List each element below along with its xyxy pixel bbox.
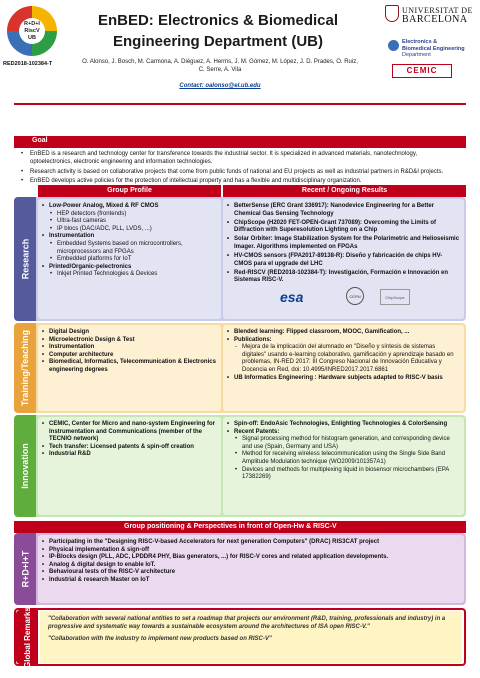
column-header-group-profile: Group Profile (38, 185, 221, 197)
research-side-label (14, 197, 36, 321)
list-item: • Blended learning: Flipped classroom, MOOC, Gamification, ... (227, 329, 460, 337)
list-item: • Participating in the "Designing RISC-V-based Accelerators for next generation Computers" (DRAC) RIS3CAT project (42, 539, 460, 547)
authors: O. Alonso, J. Bosch, M. Carmona, A. Diéguez, A. Herms, J. M. Gómez, M. López, J. D. Prades, O. Ruiz, C. Serre, A. Vila (82, 59, 358, 73)
list-item: • Tech transfer: Licensed patents & spin-off creation (42, 444, 217, 452)
logo-text-rdi: R+D+I (24, 21, 40, 27)
positioning-heading: Group positioning & Perspectives in front of Open-Hw & RISC-V (14, 521, 466, 533)
training-profile-column (38, 325, 221, 411)
list-item: • HEP detectors (frontends) (42, 211, 217, 219)
list-item: • Method for receiving wireless telecommunication using the Single Side Band Amplitude Modulation technique (WO2009/101357A1) (227, 451, 460, 466)
list-item: • Signal processing method for histogram generation, and corresponding device and use (Spain, Germany and USA) (227, 436, 460, 451)
innovation-side-label (14, 415, 36, 517)
list-item: • Instrumentation (42, 344, 217, 352)
department-logo-icon (388, 40, 399, 51)
logo-text-riscv: RiscV (24, 28, 40, 34)
innovation-results-column (223, 417, 464, 515)
innovation-label-text: Innovation (20, 443, 30, 489)
global-remarks-side-label (16, 606, 38, 668)
ub-name-line1: UNIVERSITAT DE (402, 6, 473, 15)
goal-item: • EnBED develops active policies for the protection of intellectual property and has a flexible and multidisciplinary organization. (20, 177, 460, 185)
riscv-network-logo (7, 6, 57, 56)
list-item: • UB Informatics Engineering : Hardware subjects adapted to RISC-V basis (227, 375, 460, 383)
remark-quote: "Collaboration with the industry to implement new products based on RISC-V" (48, 636, 272, 643)
list-item: • Computer architecture (42, 352, 217, 360)
rdi-side-label (14, 533, 36, 605)
positioning-column (38, 535, 464, 603)
list-item: • Recent Patents: (227, 429, 460, 437)
list-item: • Red-RISCV (RED2018-102384-T): Investigación, Formación e Innovación en Sistemas RISC-V. (227, 270, 460, 285)
list-item: • Low-Power Analog, Mixed & RF CMOS (42, 203, 217, 211)
list-item: • Industrial R&D (42, 451, 217, 459)
goal-heading: Goal (14, 136, 466, 148)
list-item: • Industrial & research Master on IoT (42, 577, 460, 585)
list-item: • Biomedical, Informatics, Telecommunication & Electronics engineering degrees (42, 359, 217, 374)
logo-center-text (19, 18, 45, 44)
cemic-logo: CEMIC (392, 64, 452, 78)
rdi-label-text: R+D+I+T (20, 550, 31, 588)
training-label-text: Training/Teaching (20, 329, 30, 407)
chipscope-logo: ChipScope (380, 289, 410, 305)
list-item: • Embedded platforms for IoT (42, 256, 217, 264)
dept-line3: Department (402, 52, 431, 58)
logo-text-ub: UB (28, 35, 36, 41)
header-divider (14, 103, 466, 105)
training-side-label (14, 323, 36, 413)
training-results-column (223, 325, 464, 411)
list-item: • Analog & digital design to enable IoT. (42, 562, 460, 570)
global-remarks-content (40, 611, 462, 663)
list-item: • Embedded Systems based on microcontrollers, microprocessors and FPGAs (42, 241, 217, 256)
goal-item: • Research activity is based on collaborative projects that come from public funds of national and EU projects as well as industrial partners in R&D&I projects. (20, 168, 460, 176)
ub-logo-text (402, 6, 473, 24)
innovation-profile-column (38, 417, 221, 515)
project-code: RED2018-102384-T (3, 61, 53, 67)
research-label-text: Research (20, 238, 30, 280)
list-item: • IP-Blocks design (PLL, ADC, LPDDR4 PHY, Bias generators, ...) for RISC-V cores and related application developments. (42, 554, 460, 562)
list-item: - Mejora de la implicación del alumnado en "Diseño y síntesis de sistemas digitales" usando e-learning colaborativo, gamificación y aprendizaje basado en problemas, IN-RED 2017: III Congreso Nacional de Innovación Educativa y Docencia en Red, doi: 10.4995/INRED2017.2017.6861 (227, 344, 460, 374)
goal-item: • EnBED is a research and technology center for transference towards the industrial sector. It is specialized in advanced materials, nanotechnology, optoelectronics, electronic engineering and information technologies. (20, 150, 460, 166)
list-item: • Microelectronic Design & Test (42, 337, 217, 345)
remark-quote: "Collaboration with several national entities to set a roadmap that projects our environment (R&D, training, professionals and industry) in a progressive and systematic way towards a sustainable ecosystem around the architectures of ISA open RISC-V." (48, 616, 446, 630)
ub-name-line2: BARCELONA (402, 14, 468, 25)
poster-title-line2: Engineering Department (UB) (112, 33, 323, 50)
list-item: • ChipScope (H2020 FET-OPEN-Grant 737089): Overcoming the Limits of Diffraction with Superesolution Lighting on a Chip (227, 220, 460, 235)
column-header-recent-results: Recent / Ongoing Results (223, 185, 466, 197)
list-item: • Physical implementation & sign-off (42, 547, 460, 555)
list-item: • Digital Design (42, 329, 217, 337)
poster-title-line1: EnBED: Electronics & Biomedical (97, 12, 339, 29)
list-item: • Ultra-fast cameras (42, 218, 217, 226)
list-item: • CEMIC, Center for Micro and nano-system Engineering for Instrumentation and Communications (member of the TECNIO network) (42, 421, 217, 444)
list-item: • Solar Orbiter: Image Stabilization System for the Polarimetric and Helioseismic Imager. Algorithms implemented on FPGAs (227, 236, 460, 251)
list-item: • Behavioural tests of the RISC-V architecture (42, 569, 460, 577)
list-item: • HV-CMOS sensors (FPA2017-89138-R): Diseño y fabricación de chips HV-CMOS para el upgrade del LHC (227, 253, 460, 268)
cern-logo: CERN (346, 287, 364, 305)
contact-email-link[interactable]: Contact: oalonso@el.ub.edu (179, 83, 261, 89)
list-item: • Spin-off: EndoAsic Technologies, Enlighting Technologies & ColorSensing (227, 421, 460, 429)
research-results-column (223, 199, 464, 319)
goal-list (20, 150, 460, 187)
department-logo-text (402, 39, 465, 59)
list-item: • BetterSense (ERC Grant 336917): Nanodevice Engineering for a Better Chemical Gas Sensing Technology (227, 203, 460, 218)
list-item: • Devices and methods for multiplexing liquid in biosensor microchambers (EPA 17382269) (227, 467, 460, 482)
list-item: • Inkjet Printed Technologies & Devices (42, 271, 217, 279)
global-label-text: Global Remarks (22, 606, 32, 668)
list-item: • IP blocs (DAC/ADC, PLL, LVDS, ...) (42, 226, 217, 234)
research-profile-column (38, 199, 221, 319)
list-item: • Instrumentation (42, 233, 217, 241)
list-item: • Publications: (227, 337, 460, 345)
dept-line2: Biomedical Engineering (402, 45, 465, 52)
logo-text-research: RESEARCH (16, 2, 39, 7)
list-item: • Printed/Organic-pelectronics (42, 264, 217, 272)
dept-line1: Electronics & (402, 39, 438, 45)
esa-logo: esa (280, 289, 304, 305)
ub-emblem-icon (385, 5, 399, 22)
